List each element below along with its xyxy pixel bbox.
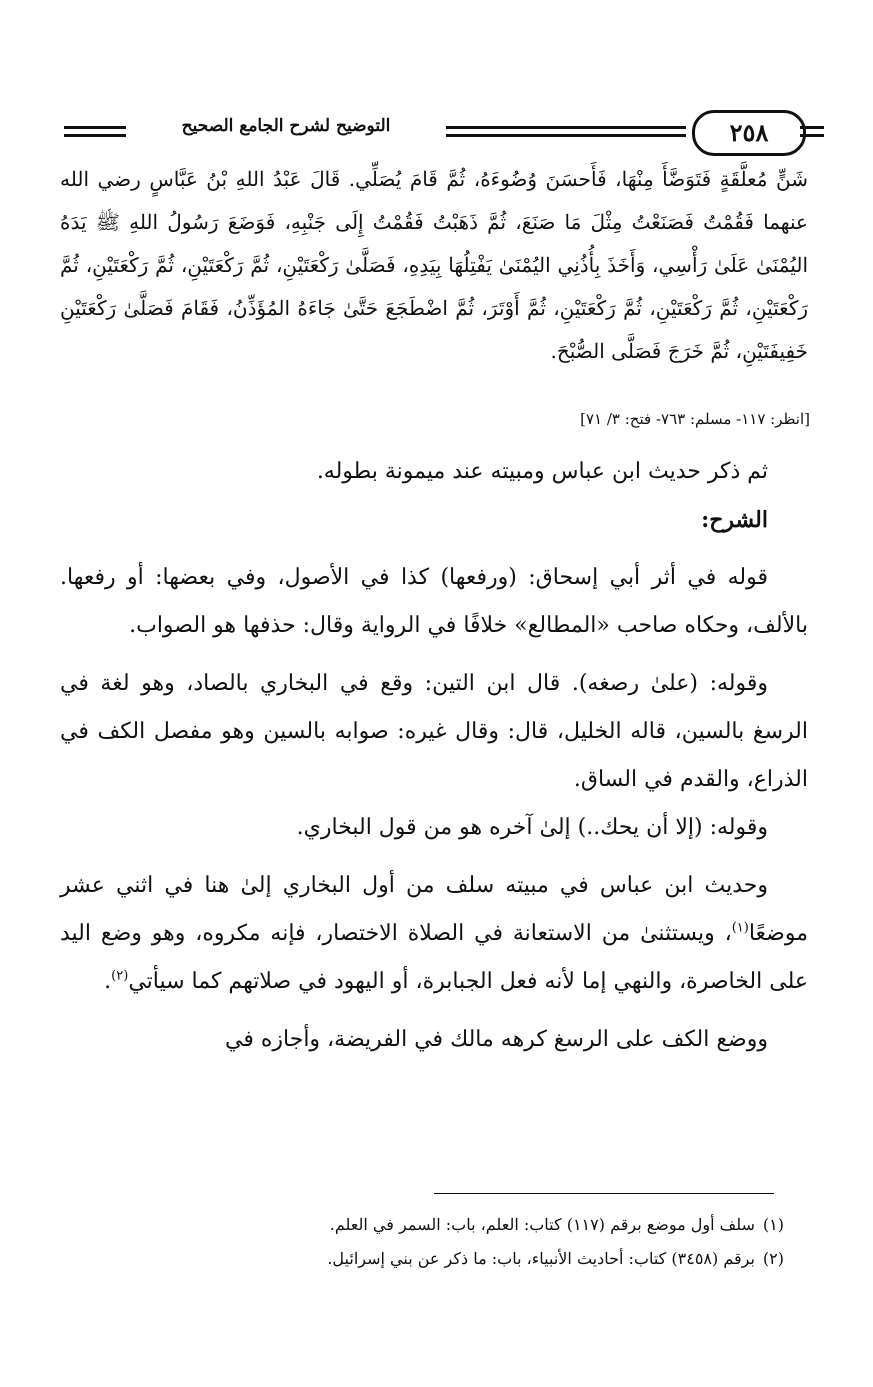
- footnote-separator: [434, 1193, 774, 1194]
- commentary-body: [60, 448, 808, 1064]
- paragraph-yahukk: وقوله: (إلا أن يحك..) إلىٰ آخره هو من قول البخاري.: [296, 815, 768, 840]
- paragraph-wad-alkaff: ووضع الكف على الرسغ كرهه مالك في الفريضة، وأجازه في: [225, 1027, 768, 1052]
- footnote-ref-2[interactable]: (٢): [111, 968, 129, 984]
- section-heading: الشرح:: [701, 507, 768, 533]
- paragraph-raf: قوله في أثر أبي إسحاق: (ورفعها) كذا في الأصول، وفي بعضها: أو رفعها. بالألف، وحكاه صاحب «المطالع» خلافًا في الرواية وقال: حذفها هو الصواب.: [60, 565, 808, 638]
- paragraph-mabit-end: .: [104, 969, 112, 994]
- paragraph-rusgh: وقوله: (علىٰ رصغه). قال ابن التين: وقع في البخاري بالصاد، وهو لغة في الرسغ بالسين، قاله الخليل، قال: وقال غيره: صوابه بالسين وهو مفصل الكف في الذراع، والقدم في الساق.: [60, 671, 808, 792]
- running-header: [64, 110, 804, 154]
- book-title: التوضيح لشرح الجامع الصحيح: [181, 116, 391, 136]
- header-rule-middle: [446, 126, 686, 142]
- paragraph-intro: ثم ذكر حديث ابن عباس ومبيته عند ميمونة بطوله.: [316, 459, 768, 484]
- footnote-2: [60, 1242, 784, 1276]
- header-rule-right: [800, 126, 824, 142]
- footnote-text: برقم (٣٤٥٨) كتاب: أحاديث الأنبياء، باب: ما ذكر عن بني إسرائيل.: [327, 1249, 755, 1268]
- footnote-1: [60, 1208, 784, 1242]
- header-rule-left: [64, 126, 126, 142]
- hadith-reference: [انظر: ١١٧- مسلم: ٧٦٣- فتح: ٣/ ٧١]: [580, 410, 810, 428]
- paragraph-mabit-part2: ، ويستثنىٰ من الاستعانة في الصلاة الاختصار، فإنه مكروه، وهو وضع اليد على الخاصرة، والنهي إما لأنه فعل الجبابرة، أو اليهود في صلاتهم كما سيأتي: [60, 921, 808, 994]
- hadith-text: شَنٍّ مُعلَّقَةٍ فَتَوَضَّأَ مِنْهَا، فَأَحسَنَ وُضُوءَهُ، ثُمَّ قَامَ يُصَلِّي. قَالَ عَبْدُ اللهِ بْنُ عَبَّاسٍ رضي الله عنهما فَقُمْتُ فَصَنَعْتُ مِثْلَ مَا صَنَعَ، ثُمَّ ذَهَبْتُ فَقُمْتُ إِلَى جَنْبِهِ، فَوَضَعَ رَسُولُ اللهِ ﷺ يَدَهُ اليُمْنَىٰ عَلَىٰ رَأْسِي، وَأَخَذَ بِأُذُنِي اليُمْنَىٰ يَفْتِلُهَا بِيَدِهِ، فَصَلَّىٰ رَكْعَتَيْنِ، ثُمَّ رَكْعَتَيْنِ، ثُمَّ رَكْعَتَيْنِ، ثُمَّ رَكْعَتَيْنِ، ثُمَّ رَكْعَتَيْنِ، ثُمَّ رَكْعَتَيْنِ، ثُمَّ أَوْتَرَ، ثُمَّ اضْطَجَعَ حَتَّىٰ جَاءَهُ المُؤَذِّنُ، فَقَامَ فَصَلَّىٰ رَكْعَتَيْنِ خَفِيفَتَيْنِ، ثُمَّ خَرَجَ فَصَلَّى الصُّبْحَ.: [60, 167, 808, 363]
- paragraph-mabit: [60, 862, 808, 1006]
- footnotes: [60, 1208, 784, 1276]
- footnote-text: سلف أول موضع برقم (١١٧) كتاب: العلم، باب: السمر في العلم.: [329, 1215, 755, 1234]
- paragraph-mabit-part1: وحديث ابن عباس في مبيته سلف من أول البخاري إلىٰ هنا في اثني عشر موضعًا: [60, 873, 808, 946]
- page-number: ٢٥٨: [692, 110, 806, 156]
- footnote-mark: (٢): [762, 1249, 784, 1268]
- footnote-ref-1[interactable]: (١): [731, 920, 749, 936]
- footnote-mark: (١): [762, 1215, 784, 1234]
